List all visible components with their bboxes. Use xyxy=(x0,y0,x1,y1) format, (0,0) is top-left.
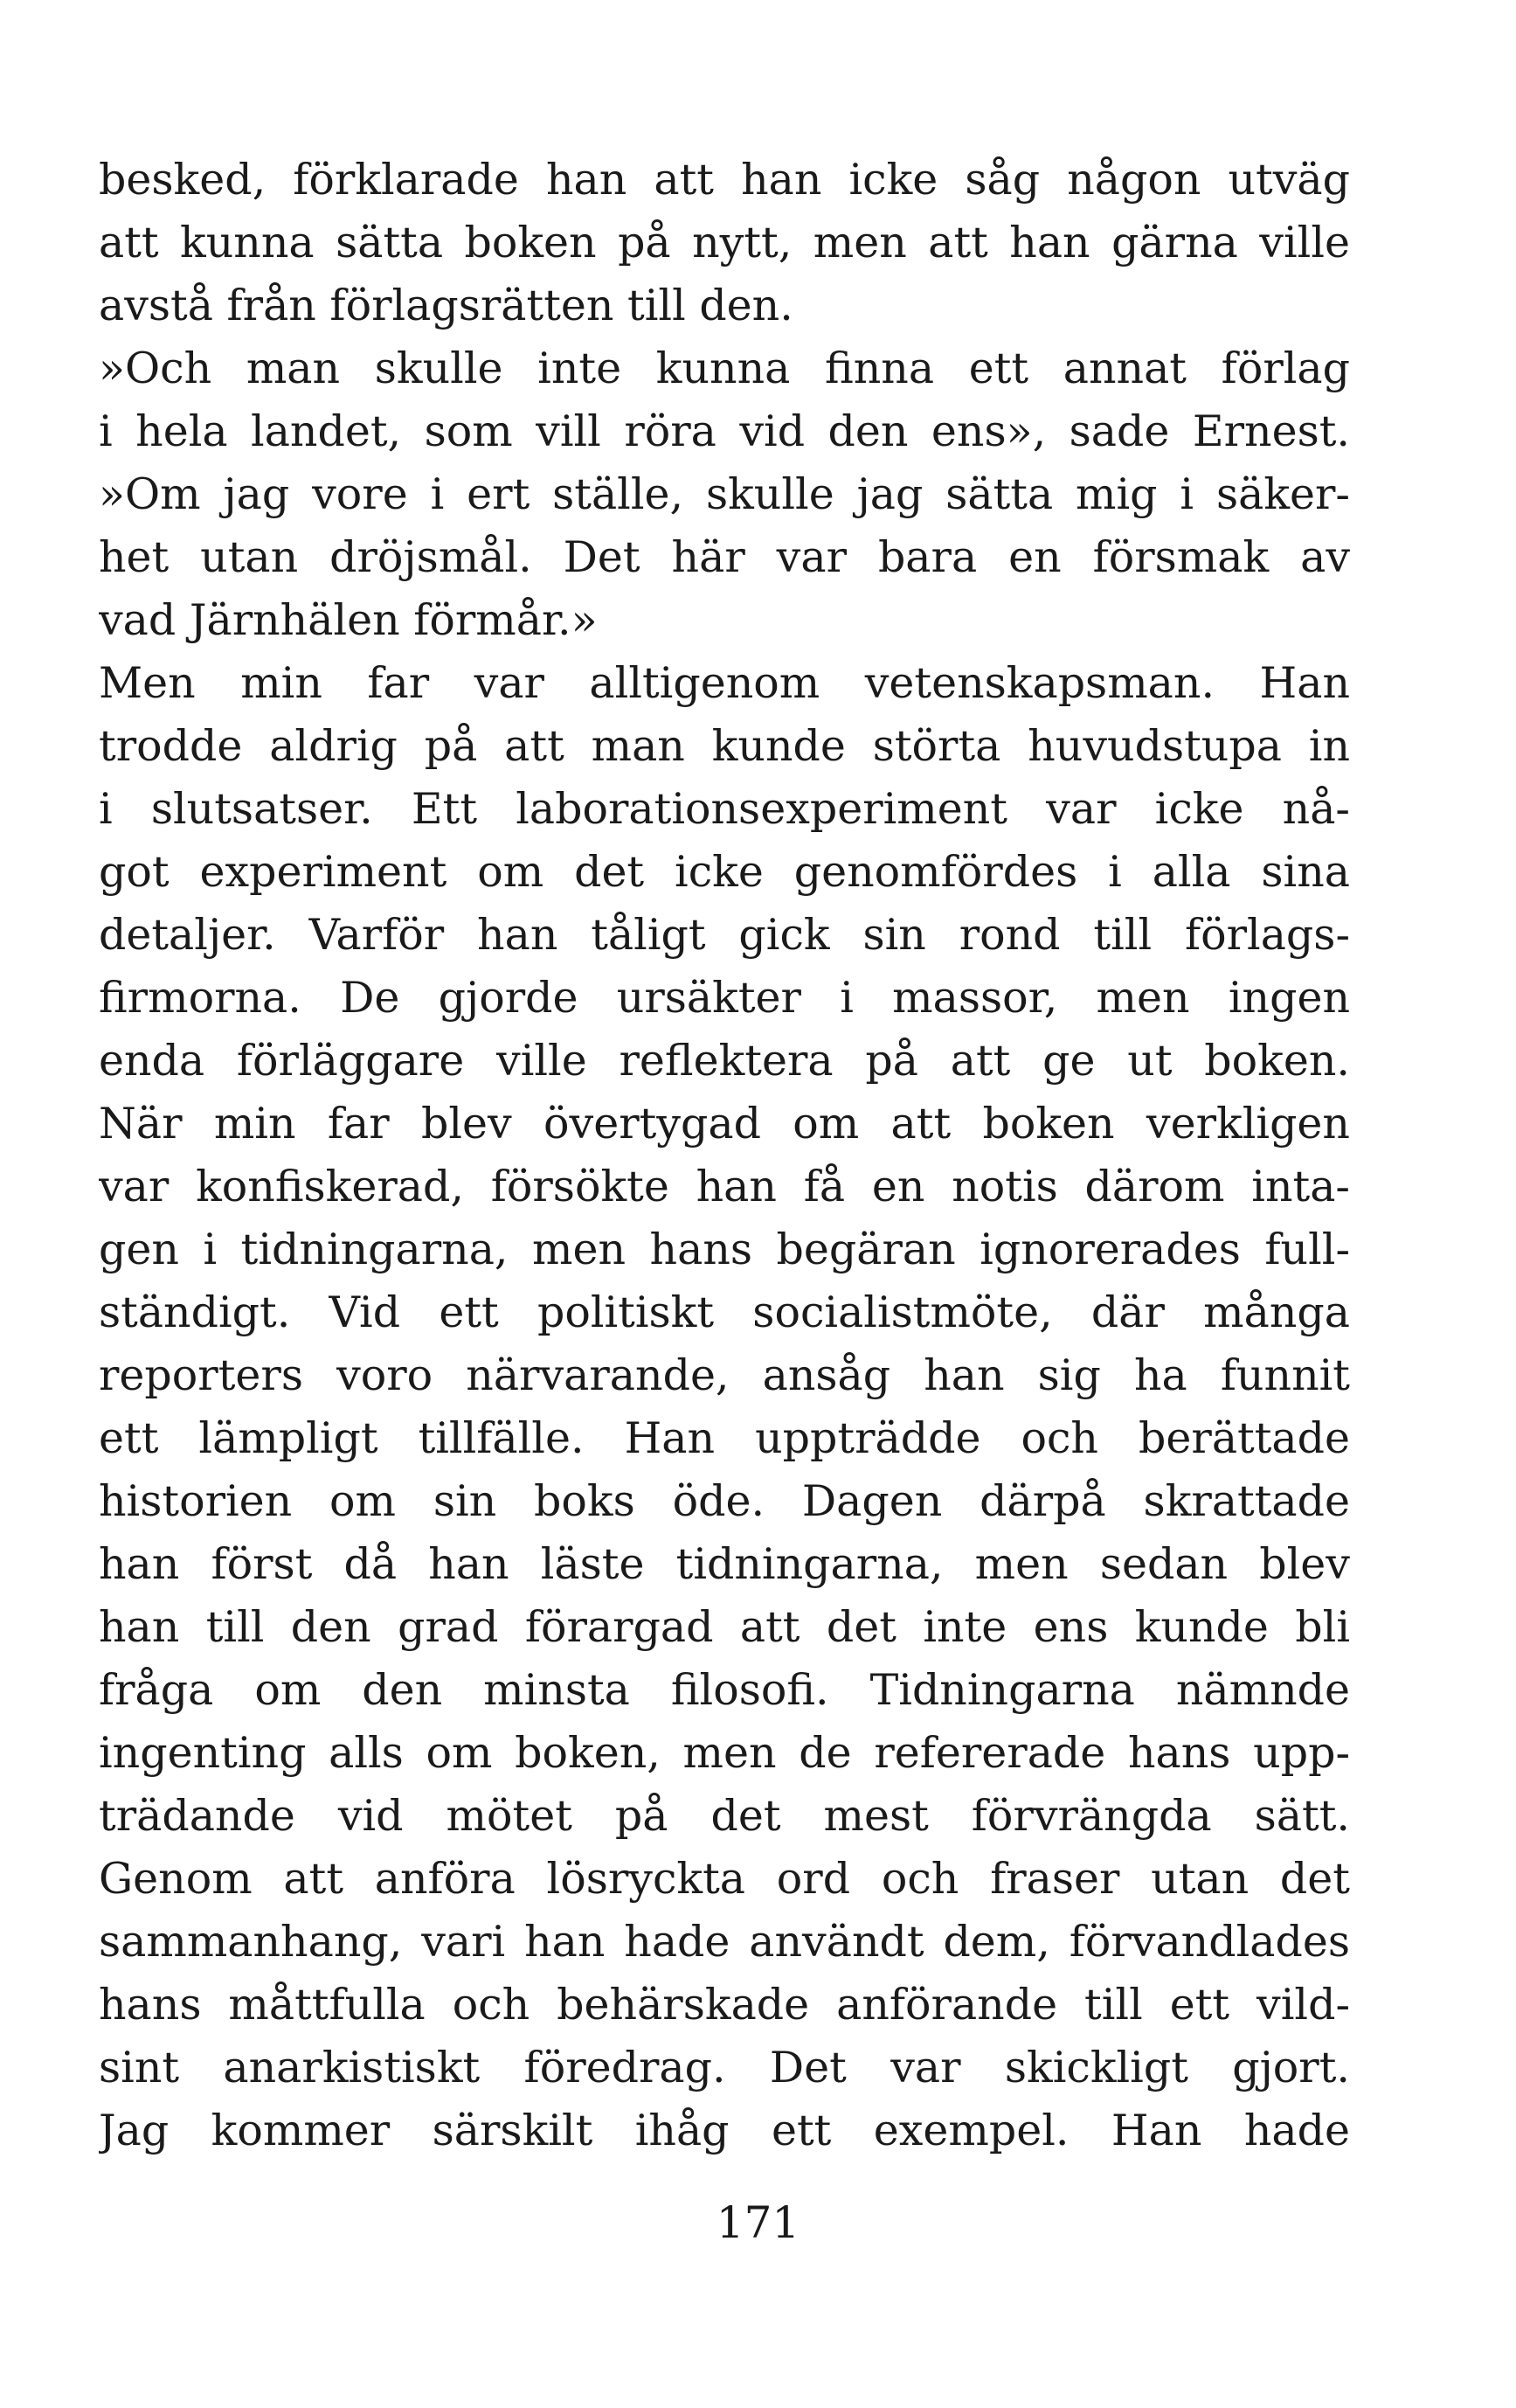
text-line: historien om sin boks öde. Dagen därpå skrattade xyxy=(99,1476,1350,1526)
text-line: trodde aldrig på att man kunde störta huvudstupa in xyxy=(99,721,1350,771)
text-line: gen i tidningarna, men hans begäran ignorerades full- xyxy=(99,1225,1350,1274)
text-line: Jag kommer särskilt ihåg ett exempel. Han hade xyxy=(99,2106,1350,2155)
text-line: i slutsatser. Ett laborationsexperiment var icke nå- xyxy=(99,784,1350,834)
text-line: vad Järnhälen förmår.» xyxy=(99,595,598,645)
text-line: Genom att anföra lösryckta ord och fraser utan det xyxy=(99,1854,1350,1904)
text-line: reporters voro närvarande, ansåg han sig ha funnit xyxy=(99,1350,1350,1400)
text-line: »Och man skulle inte kunna finna ett annat förlag xyxy=(99,344,1350,393)
text-line: hans måttfulla och behärskade anförande till ett vild- xyxy=(99,1980,1350,2030)
text-line: När min far blev övertygad om att boken verkligen xyxy=(99,1099,1350,1148)
text-line: ständigt. Vid ett politiskt socialistmöte, där många xyxy=(99,1287,1350,1337)
text-line: het utan dröjsmål. Det här var bara en försmak av xyxy=(99,532,1350,582)
text-line: sint anarkistiskt föredrag. Det var skickligt gjort. xyxy=(99,2043,1350,2092)
text-line: »Om jag vore i ert ställe, skulle jag sätta mig i säker- xyxy=(99,469,1350,519)
text-line: fråga om den minsta filosofi. Tidningarna nämnde xyxy=(99,1665,1350,1715)
text-line: i hela landet, som vill röra vid den ens», sade Ernest. xyxy=(99,406,1350,456)
text-line: Men min far var alltigenom vetenskapsman. Han xyxy=(99,658,1350,708)
text-line: ett lämpligt tillfälle. Han uppträdde och berättade xyxy=(99,1413,1350,1463)
text-line: avstå från förlagsrätten till den. xyxy=(99,281,793,330)
page-number: 171 xyxy=(716,2197,800,2248)
text-line: var konfiskerad, försökte han få en notis därom inta- xyxy=(99,1162,1350,1211)
text-line: besked, förklarade han att han icke såg någon utväg xyxy=(99,155,1350,205)
text-line: enda förläggare ville reflektera på att ge ut boken. xyxy=(99,1036,1350,1086)
text-line: han till den grad förargad att det inte ens kunde bli xyxy=(99,1602,1350,1652)
text-line: sammanhang, vari han hade användt dem, förvandlades xyxy=(99,1917,1350,1967)
text-line: detaljer. Varför han tåligt gick sin rond till förlags- xyxy=(99,910,1350,960)
text-line: got experiment om det icke genomfördes i alla sina xyxy=(99,847,1350,897)
text-line: firmorna. De gjorde ursäkter i massor, men ingen xyxy=(99,973,1350,1023)
text-line: ingenting alls om boken, men de refererade hans upp- xyxy=(99,1728,1350,1778)
body-text xyxy=(99,149,1350,2162)
text-line: att kunna sätta boken på nytt, men att han gärna ville xyxy=(99,218,1350,267)
text-line: han först då han läste tidningarna, men sedan blev xyxy=(99,1539,1350,1589)
text-line: trädande vid mötet på det mest förvrängda sätt. xyxy=(99,1791,1350,1841)
